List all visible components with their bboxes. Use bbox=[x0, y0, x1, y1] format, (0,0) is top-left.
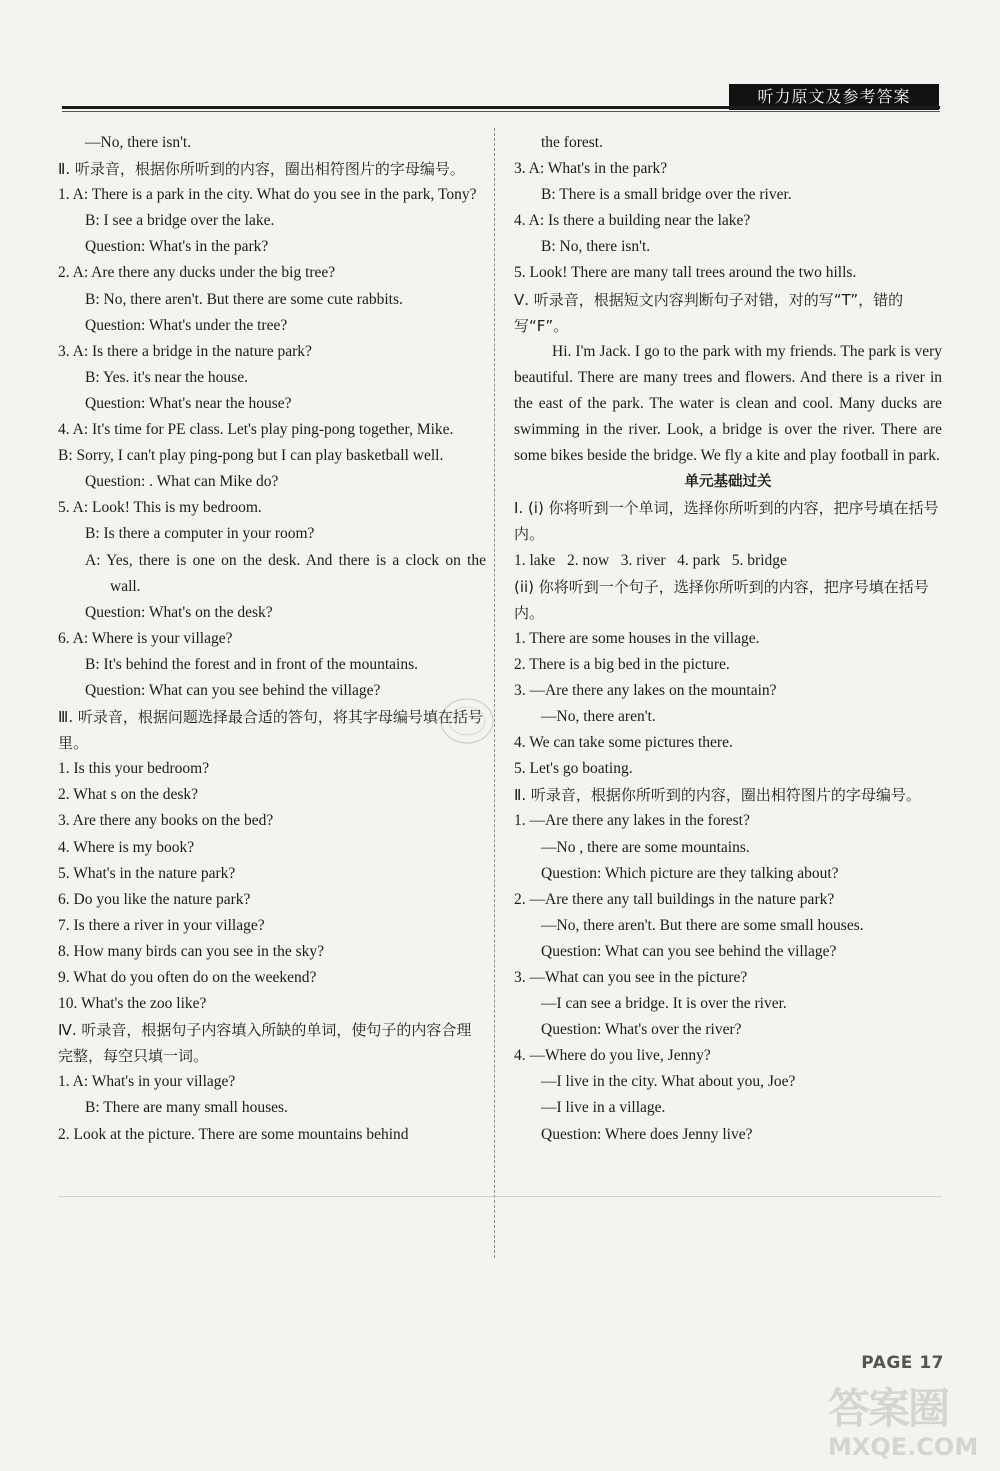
text-line: 2. A: Are there any ducks under the big tree? bbox=[58, 264, 336, 282]
text-line: 3. A: Is there a bridge in the nature park? bbox=[58, 342, 312, 360]
text-line: —No , there are some mountains. bbox=[541, 838, 750, 856]
text-line: 1. A: There is a park in the city. What do you see in the park, Tony? bbox=[58, 186, 477, 204]
section-header-title: 听力原文及参考答案 bbox=[729, 84, 939, 110]
text-line: —No, there aren't. bbox=[541, 708, 656, 726]
text-line: —I live in a village. bbox=[541, 1099, 666, 1117]
section-heading: Ⅱ. 听录音，根据你所听到的内容，圈出相符图片的字母编号。 bbox=[514, 786, 921, 805]
text-line: 1. lake 2. now 3. river 4. park 5. bridge bbox=[514, 551, 787, 569]
text-line: Hi. I'm Jack. I go to the park with my friends. The park is very beautiful. There are many trees and flowers. And there is a river in the east of the park. The water is clean and cool. Many ducks are swimming in the river. Look, a bridge is over the river. There are some bikes beside the bridge. We fly a kite and play football in park. bbox=[514, 342, 946, 465]
text-line: 4. We can take some pictures there. bbox=[514, 734, 733, 752]
text-line: B: No, there aren't. But there are some cute rabbits. bbox=[85, 290, 403, 308]
text-line: Question: . What can Mike do? bbox=[85, 473, 279, 491]
text-line: Question: What's in the park? bbox=[85, 238, 269, 256]
text-line: B: No, there isn't. bbox=[541, 238, 651, 256]
column-divider bbox=[494, 128, 495, 1258]
watermark-logo-text: 答案圈 bbox=[828, 1384, 949, 1433]
section-heading: (ii) 你将听到一个句子，选择你所听到的内容，把序号填在括号内。 bbox=[514, 577, 929, 622]
text-line: 1. A: What's in your village? bbox=[58, 1073, 236, 1091]
text-line: 2. Look at the picture. There are some mountains behind bbox=[58, 1125, 409, 1143]
text-line: —No, there aren't. But there are some small houses. bbox=[541, 916, 864, 934]
text-line: 3. —Are there any lakes on the mountain? bbox=[514, 681, 777, 699]
text-line: 7. Is there a river in your village? bbox=[58, 916, 265, 934]
text-line: 4. A: It's time for PE class. Let's play ping-pong together, Mike. bbox=[58, 421, 454, 439]
watermark-site-text: MXQE.COM bbox=[828, 1433, 979, 1461]
text-line: the forest. bbox=[541, 134, 603, 151]
text-line: —I live in the city. What about you, Joe? bbox=[541, 1073, 796, 1091]
text-line: 4. A: Is there a building near the lake? bbox=[514, 212, 751, 230]
text-line: B: Yes. it's near the house. bbox=[85, 368, 248, 386]
text-line: 6. Do you like the nature park? bbox=[58, 890, 251, 908]
text-line: 5. A: Look! This is my bedroom. bbox=[58, 499, 262, 517]
text-line: 3. —What can you see in the picture? bbox=[514, 969, 748, 986]
text-line: 8. How many birds can you see in the sky? bbox=[58, 942, 325, 960]
text-line: B: Sorry, I can't play ping-pong but I can play basketball well. bbox=[58, 447, 444, 465]
text-line: 3. Are there any books on the bed? bbox=[58, 812, 274, 830]
text-line: 4. Where is my book? bbox=[58, 838, 195, 856]
text-line: —I can see a bridge. It is over the river. bbox=[541, 995, 787, 1013]
text-line: 2. There is a big bed in the picture. bbox=[514, 655, 730, 673]
site-watermark-logo bbox=[828, 1384, 979, 1465]
header-rule bbox=[62, 106, 940, 109]
section-heading: Ⅱ. 听录音，根据你所听到的内容，圈出相符图片的字母编号。 bbox=[58, 160, 465, 179]
text-line: Question: Where does Jenny live? bbox=[541, 1125, 753, 1143]
text-line: B: It's behind the forest and in front of the mountains. bbox=[85, 655, 418, 673]
section-heading: Ⅲ. 听录音，根据问题选择最合适的答句，将其字母编号填在括号里。 bbox=[58, 708, 483, 753]
left-column bbox=[58, 130, 490, 1148]
text-line: B: There is a small bridge over the river. bbox=[541, 186, 792, 204]
section-heading: Ⅰ. (i) 你将听到一个单词，选择你所听到的内容，把序号填在括号内。 bbox=[514, 499, 939, 544]
text-line: 2. What s on the desk? bbox=[58, 786, 199, 804]
text-line: 6. A: Where is your village? bbox=[58, 629, 233, 647]
text-line: Question: What can you see behind the village? bbox=[541, 942, 837, 960]
text-line: 1. There are some houses in the village. bbox=[514, 629, 760, 647]
text-line: 2. —Are there any tall buildings in the nature park? bbox=[514, 890, 835, 908]
text-line: 9. What do you often do on the weekend? bbox=[58, 969, 317, 986]
page-number: PAGE 17 bbox=[861, 1353, 944, 1373]
text-line: 5. What's in the nature park? bbox=[58, 864, 236, 882]
header-rule-thin bbox=[62, 111, 940, 112]
text-line: 1. —Are there any lakes in the forest? bbox=[514, 812, 750, 830]
text-line: B: I see a bridge over the lake. bbox=[85, 212, 275, 230]
text-line: —No, there isn't. bbox=[85, 134, 192, 151]
unit-title: 单元基础过关 bbox=[684, 474, 772, 491]
footer-rule bbox=[58, 1196, 942, 1197]
text-line: 3. A: What's in the park? bbox=[514, 160, 668, 178]
text-line: Question: What can you see behind the village? bbox=[85, 681, 381, 699]
text-line: 1. Is this your bedroom? bbox=[58, 760, 210, 778]
text-line: Question: Which picture are they talking about? bbox=[541, 864, 839, 882]
section-heading: Ⅴ. 听录音，根据短文内容判断句子对错，对的写“T”，错的写“F”。 bbox=[514, 290, 904, 335]
right-column bbox=[514, 130, 946, 1148]
section-heading: Ⅳ. 听录音，根据句子内容填入所缺的单词，使句子的内容合理完整，每空只填一词。 bbox=[58, 1021, 472, 1066]
text-line: Question: What's under the tree? bbox=[85, 316, 288, 334]
text-line: 5. Let's go boating. bbox=[514, 760, 633, 778]
text-line: 5. Look! There are many tall trees around the two hills. bbox=[514, 264, 857, 282]
stamp-watermark-icon bbox=[438, 694, 496, 748]
text-line: A: Yes, there is one on the desk. And there is a clock on the wall. bbox=[85, 551, 490, 595]
text-line: Question: What's over the river? bbox=[541, 1021, 742, 1039]
text-line: B: Is there a computer in your room? bbox=[85, 525, 315, 543]
text-line: 10. What's the zoo like? bbox=[58, 995, 207, 1013]
text-line: 4. —Where do you live, Jenny? bbox=[514, 1047, 711, 1065]
text-line: B: There are many small houses. bbox=[85, 1099, 288, 1117]
text-line: Question: What's on the desk? bbox=[85, 603, 273, 621]
text-line: Question: What's near the house? bbox=[85, 394, 292, 412]
